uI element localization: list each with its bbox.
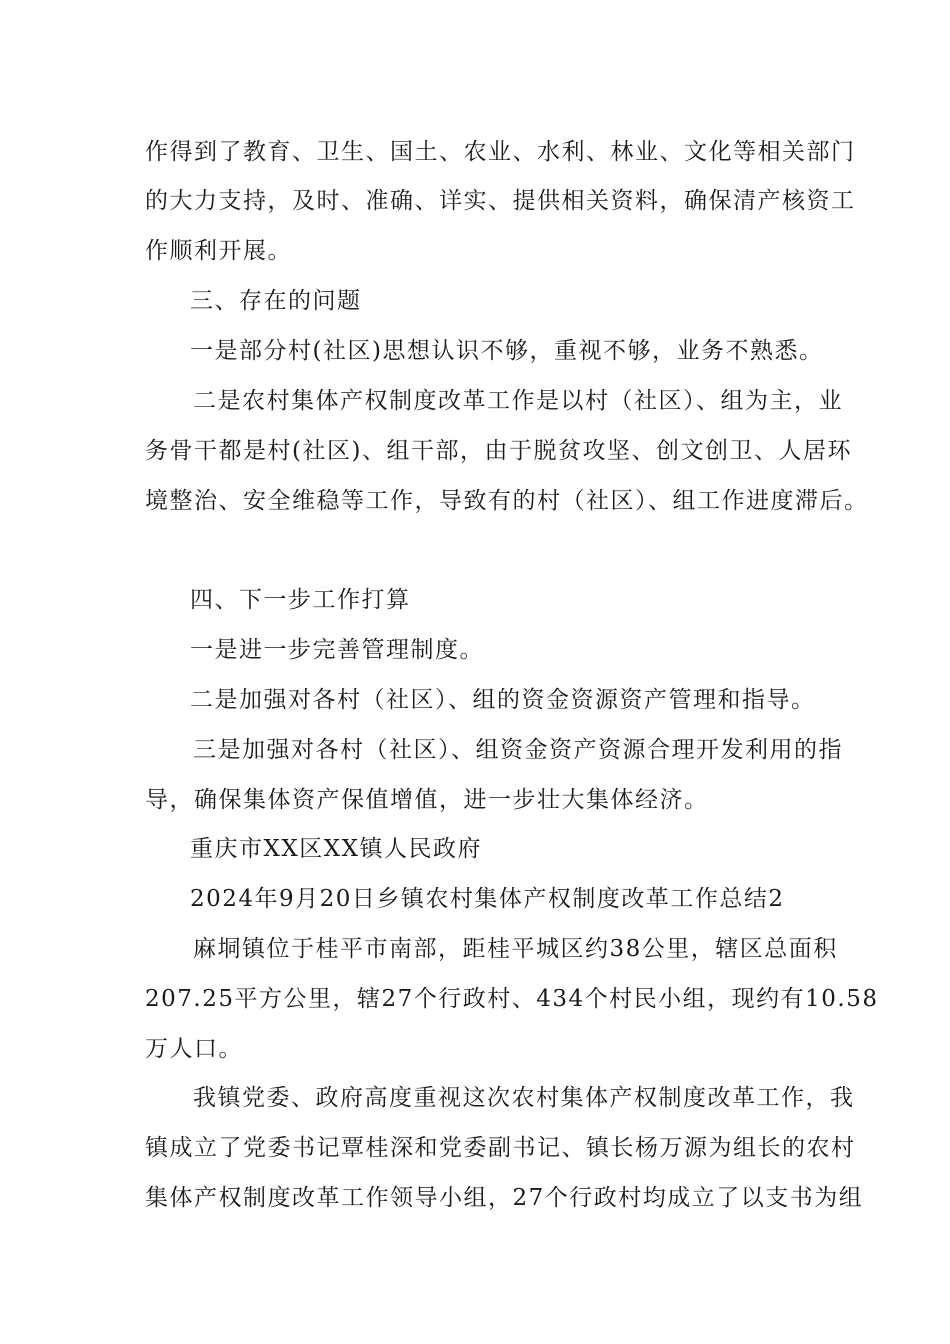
paragraph-line: 一是进一步完善管理制度。 (190, 637, 484, 663)
paragraph-line: 导，确保集体资产保值增值，进一步壮大集体经济。 (145, 787, 709, 813)
paragraph-line: 二是农村集体产权制度改革工作是以村（社区）、组为主，业 (193, 388, 843, 414)
paragraph-line: 麻垌镇位于桂平市南部，距桂平城区约38公里，辖区总面积 (193, 936, 838, 962)
paragraph-line: 万人口。 (145, 1036, 243, 1062)
paragraph-line: 务骨干都是村(社区)、组干部，由于脱贫攻坚、创文创卫、人居环 (145, 438, 852, 464)
date-title-line: 2024年9月20日乡镇农村集体产权制度改革工作总结2 (190, 886, 785, 912)
paragraph-line: 一是部分村(社区)思想认识不够，重视不够，业务不熟悉。 (190, 338, 824, 364)
paragraph-line: 三是加强对各村（社区）、组资金资产资源合理开发利用的指 (193, 737, 843, 763)
paragraph-line: 作顺利开展。 (145, 238, 292, 264)
paragraph-line: 二是加强对各村（社区）、组的资金资源资产管理和指导。 (190, 687, 816, 713)
paragraph-line: 的大力支持，及时、准确、详实、提供相关资料，确保清产核资工 (145, 188, 856, 214)
paragraph-line: 我镇党委、政府高度重视这次农村集体产权制度改革工作，我 (193, 1085, 855, 1111)
paragraph-line: 境整治、安全维稳等工作，导致有的村（社区）、组工作进度滞后。 (145, 488, 869, 514)
paragraph-line: 作得到了教育、卫生、国土、农业、水利、林业、文化等相关部门 (145, 139, 856, 165)
section-heading: 四、下一步工作打算 (190, 587, 411, 613)
paragraph-line: 207.25平方公里，辖27个行政村、434个村民小组，现约有10.58 (145, 986, 879, 1012)
signature-line: 重庆市XX区XX镇人民政府 (190, 836, 482, 862)
paragraph-line: 镇成立了党委书记覃桂深和党委副书记、镇长杨万源为组长的农村 (145, 1135, 856, 1161)
section-heading: 三、存在的问题 (190, 288, 362, 314)
paragraph-line: 集体产权制度改革工作领导小组，27个行政村均成立了以支书为组 (145, 1185, 864, 1211)
